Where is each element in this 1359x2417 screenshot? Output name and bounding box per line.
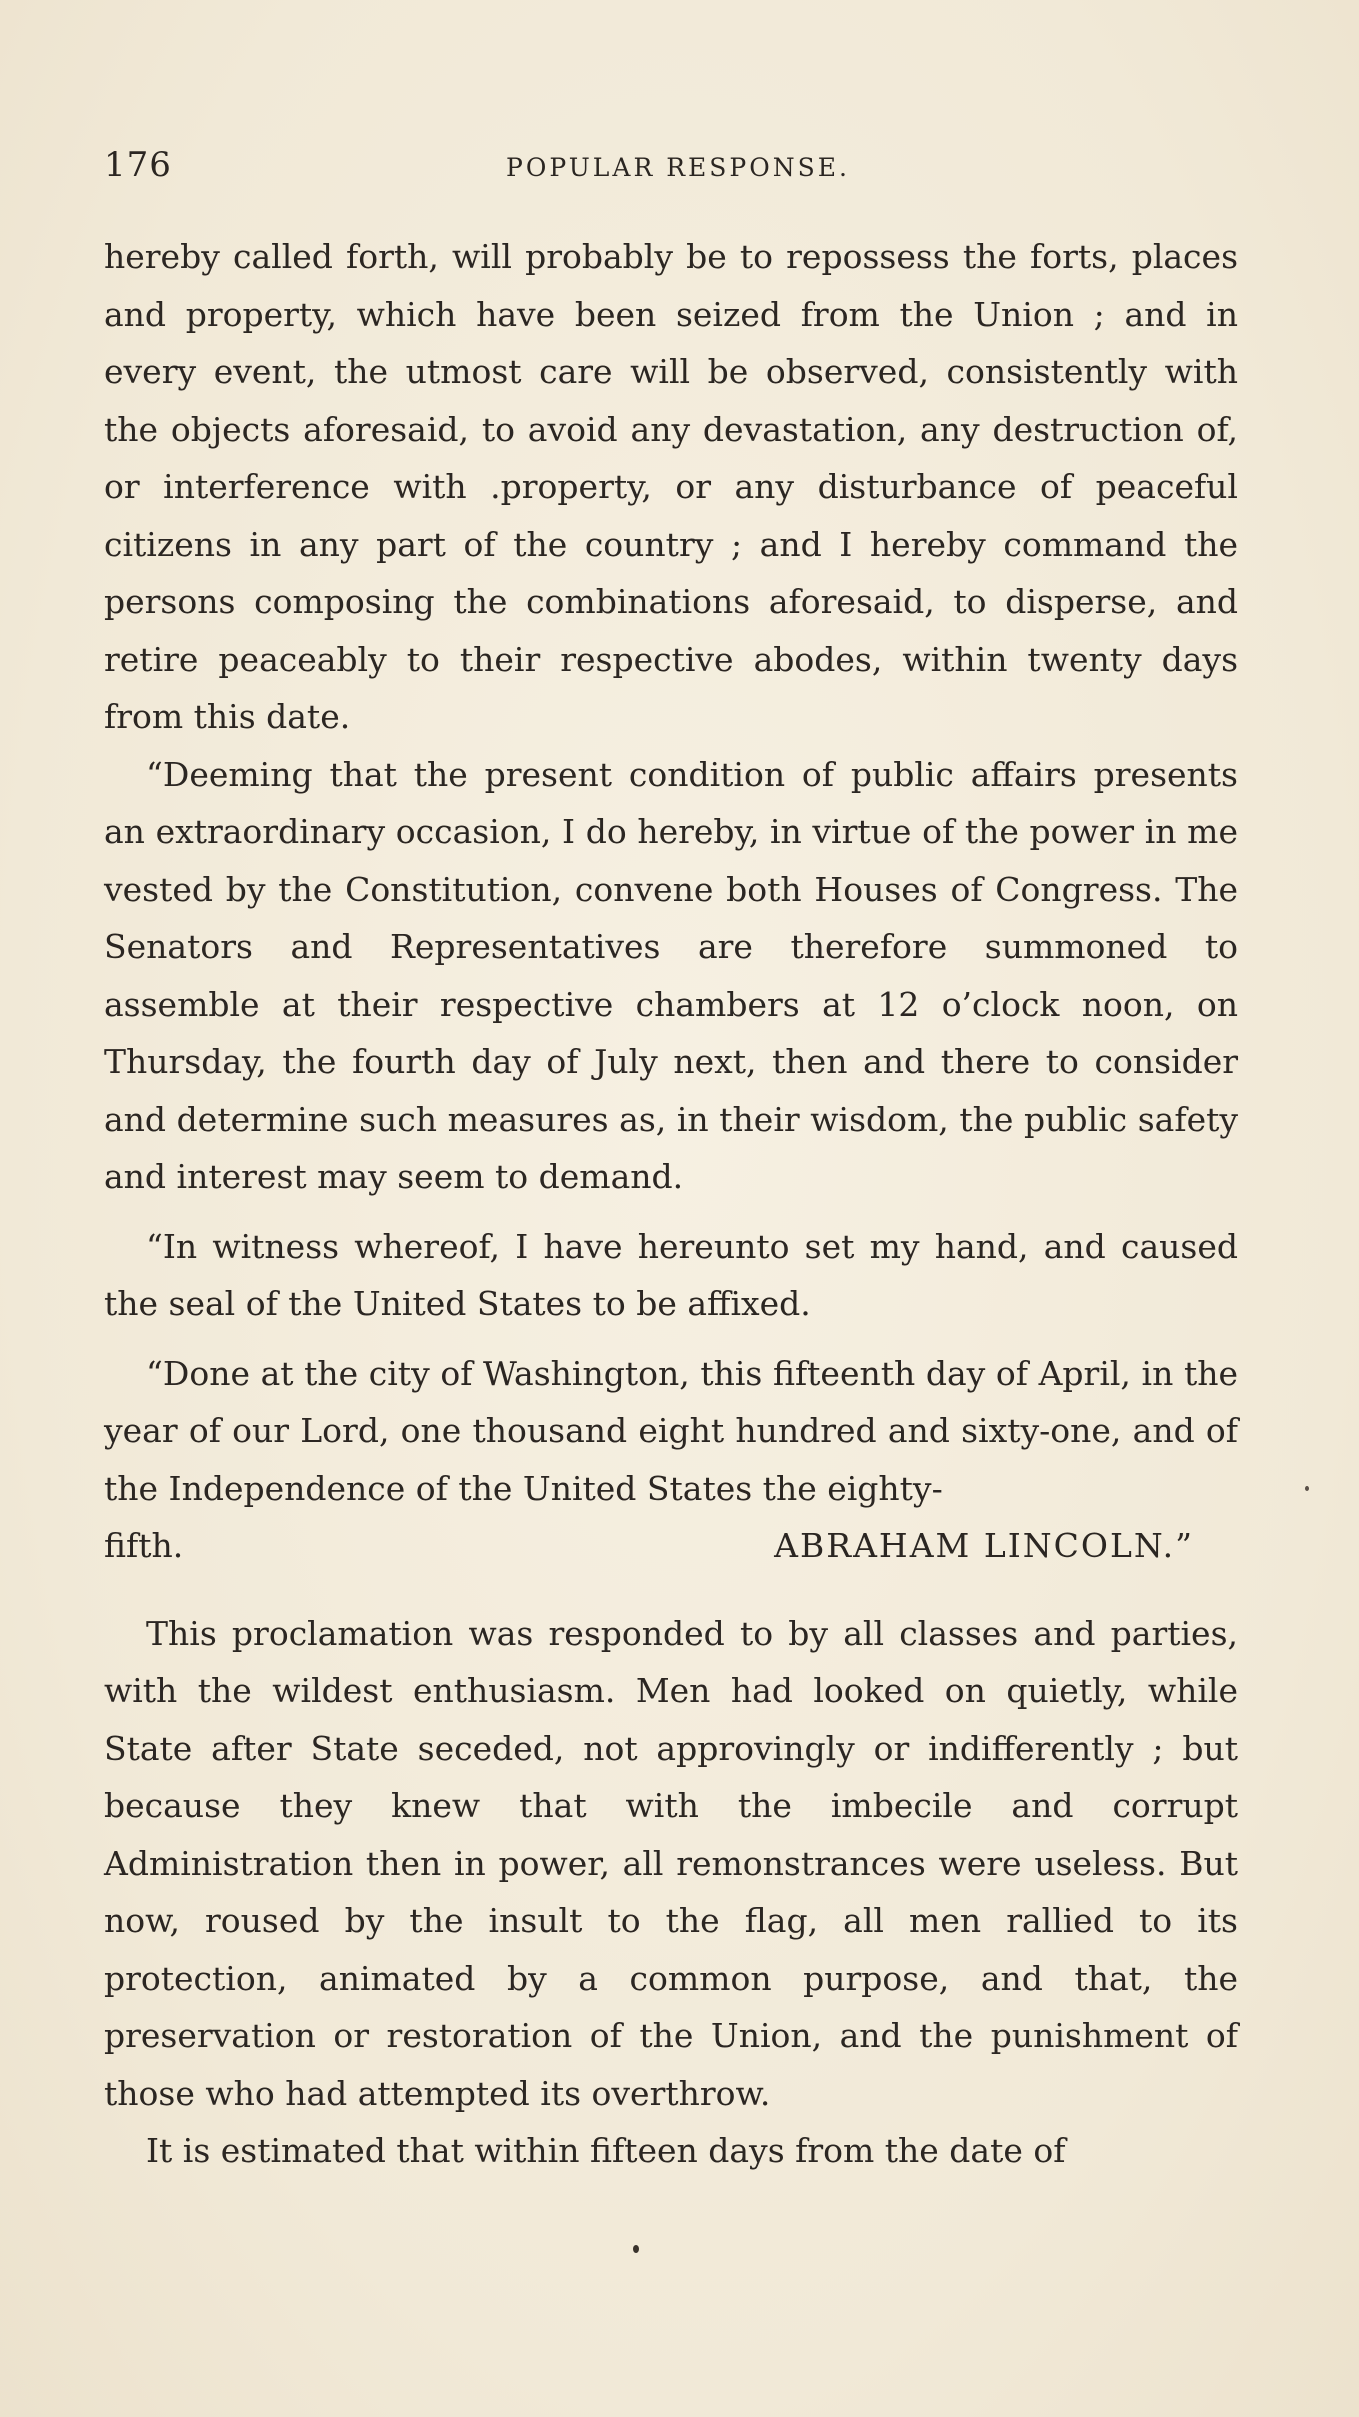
paragraph-continuation: hereby called forth, will probably be to repossess the forts, places and property, which have been seized from the Union ; and in every event, the utmost care will be observed, consistently with the objects aforesaid, to avoid any devastation, any destruction of, or interference with .property, or any disturbance of peaceful citizens in any part of the country ; and I hereby command the persons composing the combinations aforesaid, to disperse, and retire peaceably to their respective abodes, within twenty days from this date. bbox=[104, 237, 1238, 736]
paragraph-popular-response: This proclamation was responded to by all classes and parties, with the wildest enthusiasm. Men had looked on quietly, while State after State seceded, not approvingly or indifferently ; but because they knew that with the imbecile and corrupt Administration then in power, all remonstrances were useless. But now, roused by the insult to the flag, all men rallied to its protection, animated by a common purpose, and that, the preservation or restoration of the Union, and the punishment of those who had attempted its overthrow. bbox=[104, 1613, 1238, 2113]
paragraph-done-at-washington: “Done at the city of Washington, this fifteenth day of April, in the year of our Lord, one thousand eight hundred and sixty-one, and of the Independence of the United States the eighty- bbox=[104, 1353, 1238, 1508]
paragraph-witness: “In witness whereof, I have hereunto set my hand, and caused the seal of the United States to be affixed. bbox=[104, 1226, 1238, 1323]
page-header bbox=[104, 145, 1252, 195]
closing-word: fifth. bbox=[104, 1526, 184, 1565]
paragraph-estimate: It is estimated that within fifteen days from the date of bbox=[146, 2131, 1066, 2170]
running-head: POPULAR RESPONSE. bbox=[506, 153, 850, 182]
signature-line bbox=[104, 1517, 1238, 1575]
page-dot-mark bbox=[633, 2245, 639, 2253]
body-text bbox=[104, 228, 1238, 2180]
margin-speck bbox=[1305, 1486, 1309, 1491]
signature: ABRAHAM LINCOLN.” bbox=[774, 1526, 1194, 1565]
paragraph-congress-convened: “Deeming that the present condition of public affairs presents an extraordinary occasion, I do hereby, in virtue of the power in me vested by the Constitution, convene both Houses of Congress. The Senators and Representatives are therefore summoned to assemble at their respective chambers at 12 o’clock noon, on Thursday, the fourth day of July next, then and there to consider and determine such measures as, in their wisdom, the public safety and interest may seem to demand. bbox=[104, 754, 1238, 1196]
page-number: 176 bbox=[104, 145, 172, 185]
